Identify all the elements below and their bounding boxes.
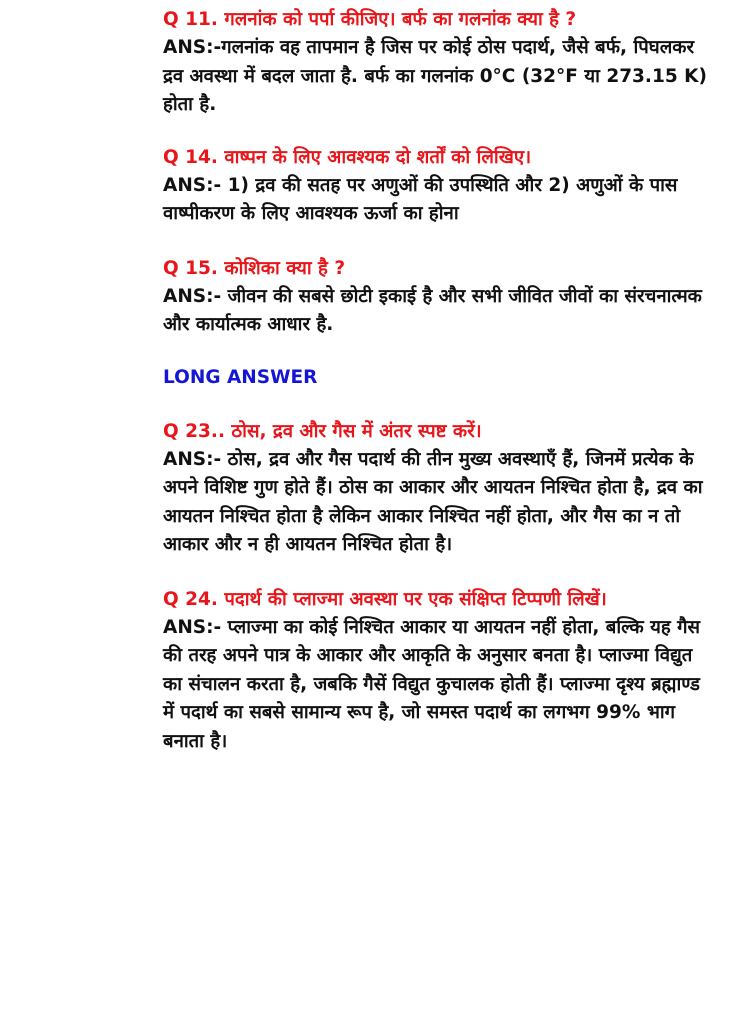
answer-text: ANS:- जीवन की सबसे छोटी इकाई है और सभी जीवित जीवों का संरचनात्मक और कार्यात्मक आधार है.: [163, 285, 702, 335]
spacer: [163, 560, 708, 586]
question-text: Q 23.. ठोस, द्रव और गैस में अंतर स्पष्ट करें।: [163, 420, 482, 442]
question-text: Q 24. पदार्थ की प्लाज्मा अवस्था पर एक संक्षिप्त टिप्पणी लिखें।: [163, 588, 607, 610]
section-heading-long-answer: LONG ANSWER: [163, 366, 318, 388]
answer-text: ANS:- ठोस, द्रव और गैस पदार्थ की तीन मुख्य अवस्थाएँ हैं, जिनमें प्रत्येक के अपने विशिष्ट गुण होते हैं। ठोस का आकार और आयतन निश्चित होता है, द्रव का आयतन निश्चित होता है लेकिन आकार निश्चित नहीं होता, और गैस का न तो आकार और न ही आयतन निश्चित होता है।: [163, 448, 703, 555]
answer-text: ANS:-गलनांक वह तापमान है जिस पर कोई ठोस पदार्थ, जैसे बर्फ, पिघलकर द्रव अवस्था में बदल जाता है. बर्फ का गलनांक 0°C (32°F या 273.15 K) होता है.: [163, 37, 707, 115]
spacer: [163, 392, 708, 418]
question-text: Q 15. कोशिका क्या है ?: [163, 257, 346, 279]
qa-block-q24: [163, 586, 708, 757]
question-text: Q 14. वाष्पन के लिए आवश्यक दो शर्तों को लिखिए।: [163, 146, 532, 168]
qa-block-q15: [163, 255, 708, 340]
question-text: Q 11. गलनांक को पर्पा कीजिए। बर्फ का गलनांक क्या है ?: [163, 9, 577, 30]
qa-block-q14: [163, 144, 708, 229]
qa-block-q11: [163, 6, 708, 120]
spacer: [163, 229, 708, 255]
spacer: [163, 120, 708, 144]
answer-text: ANS:- प्लाज्मा का कोई निश्चित आकार या आयतन नहीं होता, बल्कि यह गैस की तरह अपने पात्र के आकार और आकृति के अनुसार बनता है। प्लाज्मा विद्युत का संचालन करता है, जबकि गैसें विद्युत कुचालक होती हैं। प्लाज्मा दृश्य ब्रह्माण्ड में पदार्थ का सबसे सामान्य रूप है, जो समस्त पदार्थ का लगभग 99% भाग बनाता है।: [163, 616, 701, 752]
qa-block-q23: [163, 418, 708, 560]
spacer: [163, 340, 708, 364]
answer-text: ANS:- 1) द्रव की सतह पर अणुओं की उपस्थिति और 2) अणुओं के पास वाष्पीकरण के लिए आवश्यक ऊर्जा का होना: [163, 174, 678, 224]
